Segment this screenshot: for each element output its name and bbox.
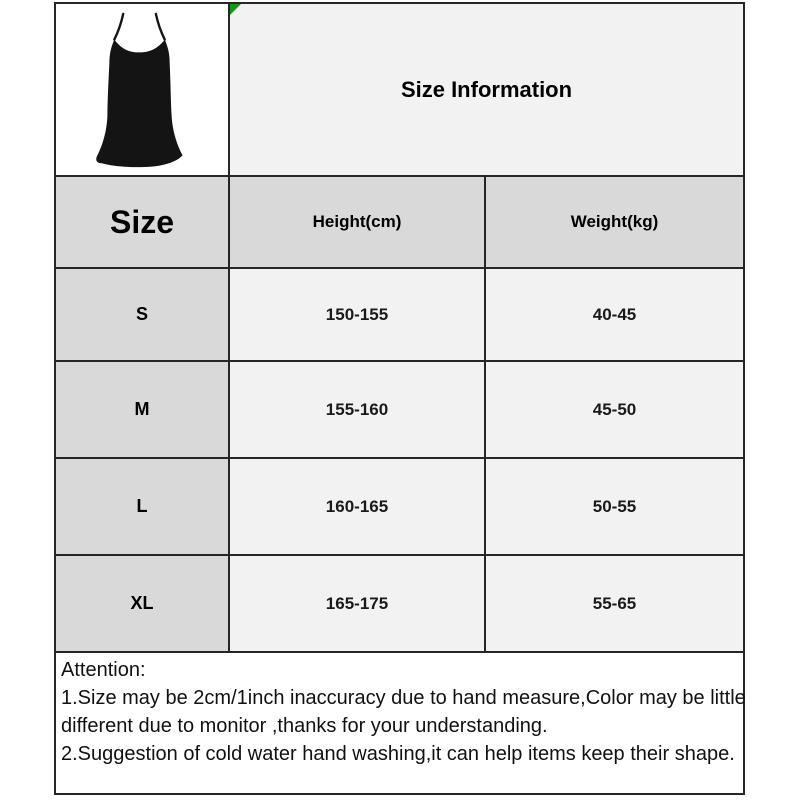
dress-image — [56, 5, 228, 174]
column-header-weight: Weight(kg) — [486, 177, 743, 267]
weight-cell-l: 50-55 — [486, 459, 743, 554]
dress-body — [96, 40, 182, 168]
column-header-size: Size — [56, 177, 230, 267]
size-cell-s: S — [56, 269, 230, 360]
attention-note-1-cont: different due to monitor ,thanks for your understanding. — [61, 715, 548, 737]
column-header-height: Height(cm) — [230, 177, 486, 267]
attention-label: Attention: — [61, 659, 146, 681]
table-row — [56, 556, 743, 653]
size-information-header — [230, 4, 743, 175]
top-row — [56, 4, 743, 177]
table-row — [56, 362, 743, 459]
size-cell-xl: XL — [56, 556, 230, 651]
table-row — [56, 269, 743, 362]
weight-cell-m: 45-50 — [486, 362, 743, 457]
weight-cell-s: 40-45 — [486, 269, 743, 360]
height-cell-xl: 165-175 — [230, 556, 486, 651]
height-cell-l: 160-165 — [230, 459, 486, 554]
product-image-cell — [56, 4, 230, 175]
attention-text — [56, 653, 746, 771]
weight-cell-xl: 55-65 — [486, 556, 743, 651]
size-chart-sheet — [54, 2, 745, 795]
size-cell-m: M — [56, 362, 230, 457]
attention-note-1: 1.Size may be 2cm/1inch inaccuracy due to hand measure,Color may be little — [61, 687, 746, 709]
page-title: Size Information — [400, 76, 573, 102]
size-cell-l: L — [56, 459, 230, 554]
dress-strap-left — [114, 14, 123, 40]
height-cell-m: 155-160 — [230, 362, 486, 457]
attention-section — [56, 653, 746, 793]
height-cell-s: 150-155 — [230, 269, 486, 360]
table-header-row — [56, 177, 743, 269]
attention-note-2: 2.Suggestion of cold water hand washing,it can help items keep their shape. — [61, 743, 735, 765]
table-row — [56, 459, 743, 556]
dress-strap-right — [156, 14, 165, 40]
cell-corner-marker — [230, 4, 241, 15]
